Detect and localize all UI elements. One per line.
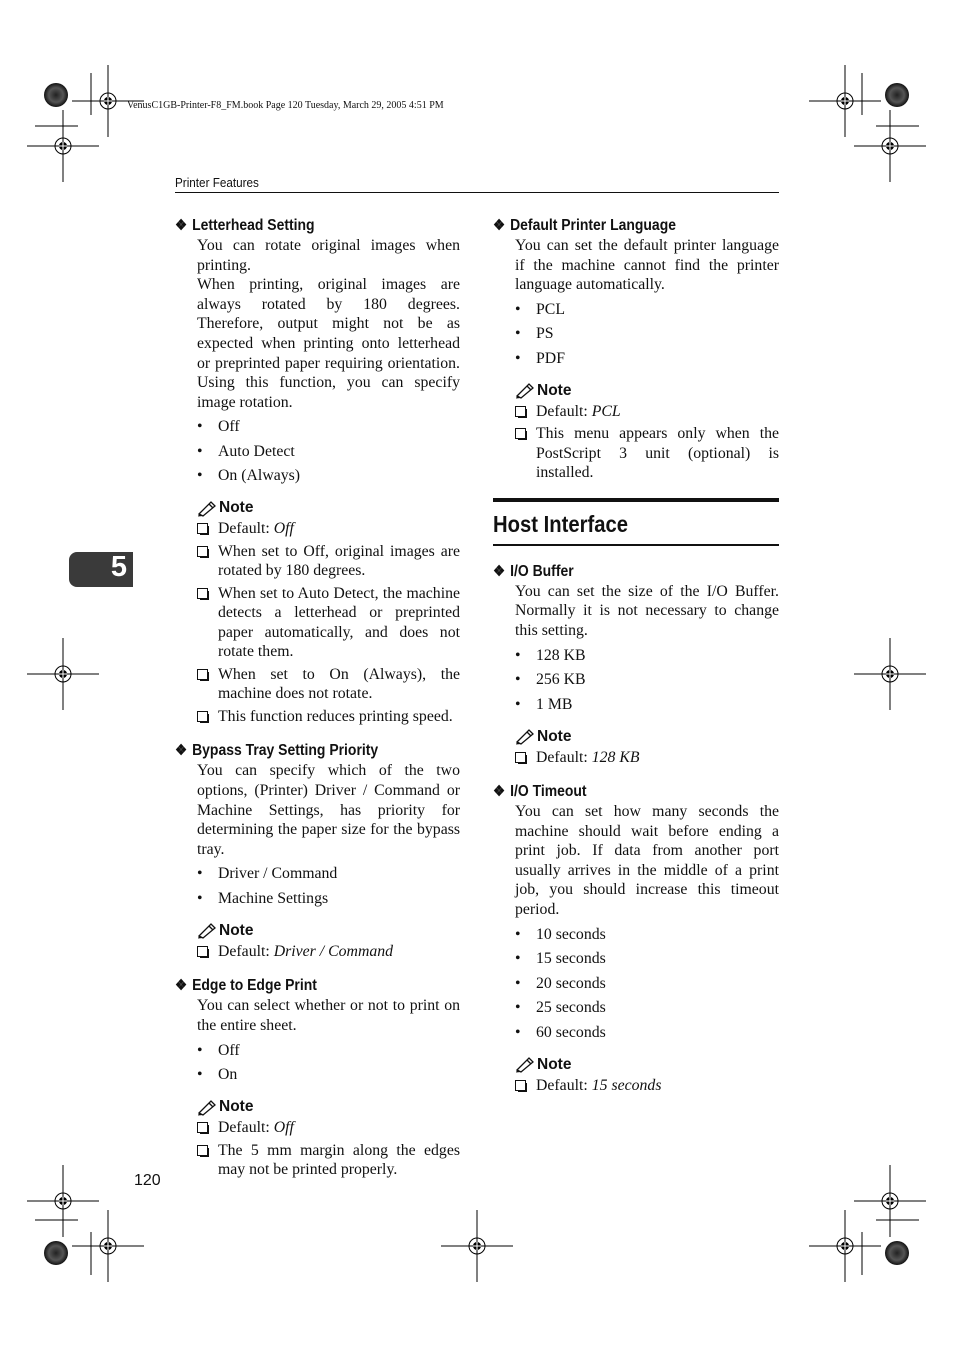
note-item: When set to On (Always), the machine does not rotate. [197,665,460,704]
diamond-bullet-icon: ❖ [175,217,188,234]
checkbox-bullet-icon [197,588,208,599]
checkbox-bullet-icon [197,546,208,557]
section-title: ❖ Default Printer Language [493,217,676,234]
option-item: • Off [197,1041,460,1060]
note-list [515,1076,779,1096]
option-item: • 15 seconds [515,949,779,968]
letterhead-setting-section [175,216,460,726]
checkbox-bullet-icon [197,1122,208,1133]
option-list [515,300,779,368]
bypass-tray-section [175,741,460,961]
note-heading: Note [197,498,460,518]
paragraph: You can set how many seconds the machine should wait before ending a print job. If data from another port usually arrives in the middle of a print job, you should increase this timeout period. [515,803,779,919]
default-printer-language-section [493,216,779,483]
pencil-note-icon [197,1099,217,1116]
note-item: When set to Off, original images are rotated by 180 degrees. [197,542,460,581]
option-list [515,646,779,714]
pencil-note-icon [197,922,217,939]
option-list [197,1041,460,1085]
note-heading: Note [197,921,460,941]
option-item: • 60 seconds [515,1023,779,1042]
section-title: ❖ Edge to Edge Print [175,977,317,995]
checkbox-bullet-icon [197,669,208,680]
pencil-note-icon [515,382,535,399]
checkbox-bullet-icon [197,711,208,722]
color-rosette-icon [885,83,909,107]
note-item: Default: 128 KB [515,748,779,768]
diamond-bullet-icon: ❖ [493,783,506,801]
note-heading: Note [197,1097,460,1117]
chapter-tab [69,552,133,587]
color-rosette-icon [885,1241,909,1265]
option-list [197,417,460,485]
diamond-bullet-icon: ❖ [493,562,506,580]
file-info: VenusC1GB-Printer-F8_FM.book Page 120 Tuesday, March 29, 2005 4:51 PM [127,100,444,111]
note-heading: Note [515,1055,779,1075]
running-header: Printer Features [175,175,259,190]
note-list [515,748,779,768]
checkbox-bullet-icon [515,1080,526,1091]
chapter-number: 5 [110,551,127,583]
option-item: • PCL [515,300,779,319]
note-list [197,519,460,726]
diamond-bullet-icon: ❖ [175,742,188,760]
option-item: • PDF [515,349,779,368]
color-rosette-icon [44,1241,68,1265]
section-body [515,236,779,295]
right-column [493,216,779,1098]
io-buffer-section [493,562,779,767]
checkbox-bullet-icon [515,406,526,417]
option-item: • PS [515,324,779,343]
io-timeout-section [493,782,779,1095]
note-item: The 5 mm margin along the edges may not be printed properly. [197,1141,460,1180]
section-body [197,996,460,1035]
note-list [197,942,460,962]
note-item: When set to Auto Detect, the machine detects a letterhead or preprinted paper automatically, and does not rotate them. [197,584,460,662]
option-list [515,925,779,1042]
note-item: Default: PCL [515,402,779,422]
note-item: This function reduces printing speed. [197,707,460,727]
option-item: • 256 KB [515,670,779,689]
section-body [515,802,779,920]
note-list [197,1118,460,1180]
section-heading: Host Interface [493,510,628,537]
note-item: Default: Off [197,1118,460,1138]
paragraph: When printing, original images are always rotated by 180 degrees. Therefore, output might not be as expected when printing onto letterhead or preprinted paper requiring orientation. Using this function, you can specify image rotation. [197,276,460,411]
note-item: This menu appears only when the PostScript 3 unit (optional) is installed. [515,424,779,483]
section-body [515,582,779,641]
option-item: • 1 MB [515,695,779,714]
left-column [175,216,460,1183]
checkbox-bullet-icon [197,946,208,957]
section-title: ❖ I/O Buffer [493,562,574,580]
checkbox-bullet-icon [515,428,526,439]
host-interface-heading-block [493,498,779,546]
checkbox-bullet-icon [197,523,208,534]
paragraph: You can select whether or not to print on the entire sheet. [197,997,460,1034]
pencil-note-icon [515,728,535,745]
note-item: Default: Driver / Command [197,942,460,962]
section-title: ❖ I/O Timeout [493,783,587,801]
pencil-note-icon [515,1056,535,1073]
paragraph: You can specify which of the two options, (Printer) Driver / Command or Machine Settings, has priority for determining the paper size for the bypass tray. [197,762,460,858]
option-item: • 128 KB [515,646,779,665]
edge-to-edge-section [175,976,460,1179]
option-item: • On [197,1065,460,1084]
section-body [197,236,460,412]
option-item: • 10 seconds [515,925,779,944]
option-item: • 25 seconds [515,998,779,1017]
color-rosette-icon [44,83,68,107]
option-item: • On (Always) [197,466,460,485]
note-heading: Note [515,727,779,747]
diamond-bullet-icon: ❖ [493,217,506,234]
note-list [515,402,779,483]
option-item: • Off [197,417,460,436]
checkbox-bullet-icon [515,752,526,763]
paragraph: You can rotate original images when printing. [197,237,460,274]
section-body [197,761,460,859]
note-heading: Note [515,381,779,401]
note-item: Default: 15 seconds [515,1076,779,1096]
diamond-bullet-icon: ❖ [175,977,188,995]
option-item: • Auto Detect [197,442,460,461]
option-item: • 20 seconds [515,974,779,993]
checkbox-bullet-icon [197,1145,208,1156]
option-item: • Machine Settings [197,889,460,908]
section-title: ❖ Letterhead Setting [175,217,315,234]
paragraph: You can set the default printer language if the machine cannot find the printer language automatically. [515,237,779,294]
note-item: Default: Off [197,519,460,539]
page-number: 120 [134,1172,161,1189]
option-item: • Driver / Command [197,864,460,883]
pencil-note-icon [197,500,217,517]
header-rule [175,192,779,193]
paragraph: You can set the size of the I/O Buffer. Normally it is not necessary to change this setting. [515,582,779,639]
section-title: ❖ Bypass Tray Setting Priority [175,742,379,760]
option-list [197,864,460,908]
